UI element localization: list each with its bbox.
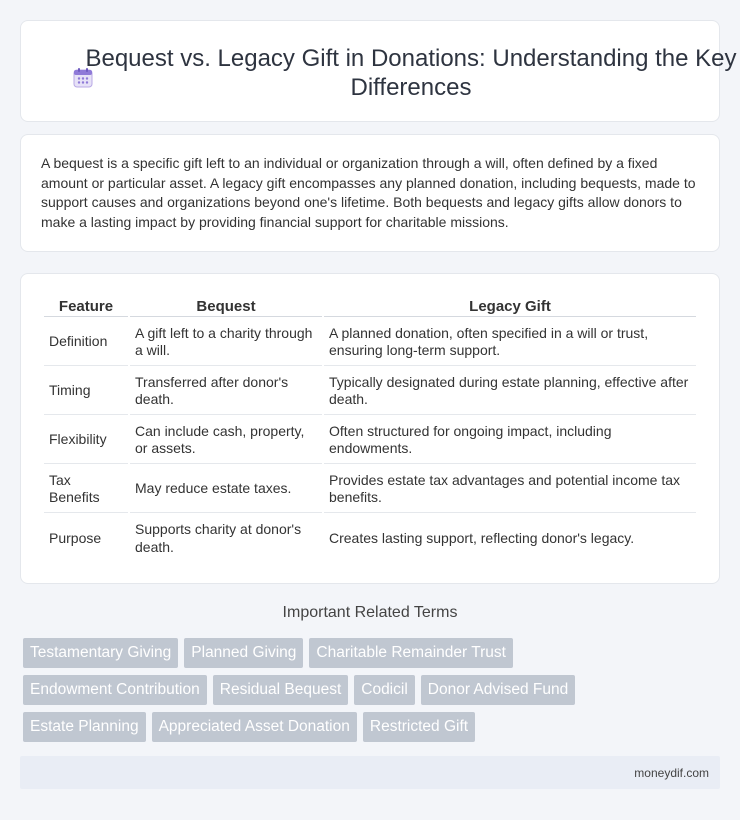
table-row [44, 319, 696, 366]
tag-donor-advised-fund[interactable]: Donor Advised Fund [421, 675, 575, 705]
table-row [44, 368, 696, 415]
feature-cell: Definition [44, 319, 128, 366]
tag-charitable-remainder-trust[interactable]: Charitable Remainder Trust [309, 638, 513, 668]
bequest-cell: A gift left to a charity through a will. [130, 319, 322, 366]
bequest-cell: May reduce estate taxes. [130, 466, 322, 513]
intro-card [20, 134, 720, 252]
bequest-cell: Transferred after donor's death. [130, 368, 322, 415]
tag-restricted-gift[interactable]: Restricted Gift [363, 712, 475, 742]
bequest-cell: Can include cash, property, or assets. [130, 417, 322, 464]
bequest-cell: Supports charity at donor's death. [135, 521, 302, 555]
tag-estate-planning[interactable]: Estate Planning [23, 712, 146, 742]
tag-codicil[interactable]: Codicil [354, 675, 415, 705]
footer-site-link[interactable]: moneydif.com [634, 766, 709, 780]
header-bequest: Bequest [130, 296, 322, 317]
tag-row [23, 638, 513, 668]
table-row [44, 417, 696, 464]
feature-cell: Flexibility [44, 417, 128, 464]
tag-appreciated-asset-donation[interactable]: Appreciated Asset Donation [152, 712, 357, 742]
page-title: Bequest vs. Legacy Gift in Donations: Understanding the Key Differences [85, 45, 737, 101]
table-header-row [44, 296, 696, 317]
comparison-table [42, 294, 698, 564]
related-terms-heading: Important Related Terms [282, 604, 458, 621]
legacy-gift-cell: Often structured for ongoing impact, including endowments. [324, 417, 696, 464]
tag-testamentary-giving[interactable]: Testamentary Giving [23, 638, 178, 668]
feature-cell: Timing [44, 368, 128, 415]
feature-cell: Purpose [49, 529, 102, 546]
table-row [44, 466, 696, 513]
footer [20, 756, 720, 789]
tag-row [23, 712, 475, 742]
tag-row [23, 675, 575, 705]
title-card [20, 20, 737, 122]
header-legacy-gift: Legacy Gift [324, 296, 696, 317]
tag-residual-bequest[interactable]: Residual Bequest [213, 675, 349, 705]
header-feature: Feature [44, 296, 128, 317]
legacy-gift-cell: Provides estate tax advantages and potential income tax benefits. [324, 466, 696, 513]
tag-endowment-contribution[interactable]: Endowment Contribution [23, 675, 207, 705]
legacy-gift-cell: A planned donation, often specified in a will or trust, ensuring long-term support. [324, 319, 696, 366]
tag-planned-giving[interactable]: Planned Giving [184, 638, 303, 668]
legacy-gift-cell: Typically designated during estate planning, effective after death. [324, 368, 696, 415]
comparison-card [20, 273, 720, 584]
intro-paragraph: A bequest is a specific gift left to an individual or organization through a will, often defined by a fixed amount or particular asset. A legacy gift encompasses any planned donation, including bequests, made to support causes and organizations beyond one's lifetime. Both bequests and legacy gifts allow donors to make a lasting impact by providing financial support for charitable missions. [41, 155, 696, 230]
feature-cell: Tax Benefits [44, 466, 128, 513]
legacy-gift-cell: Creates lasting support, reflecting donor's legacy. [329, 529, 635, 546]
table-row [44, 515, 696, 562]
